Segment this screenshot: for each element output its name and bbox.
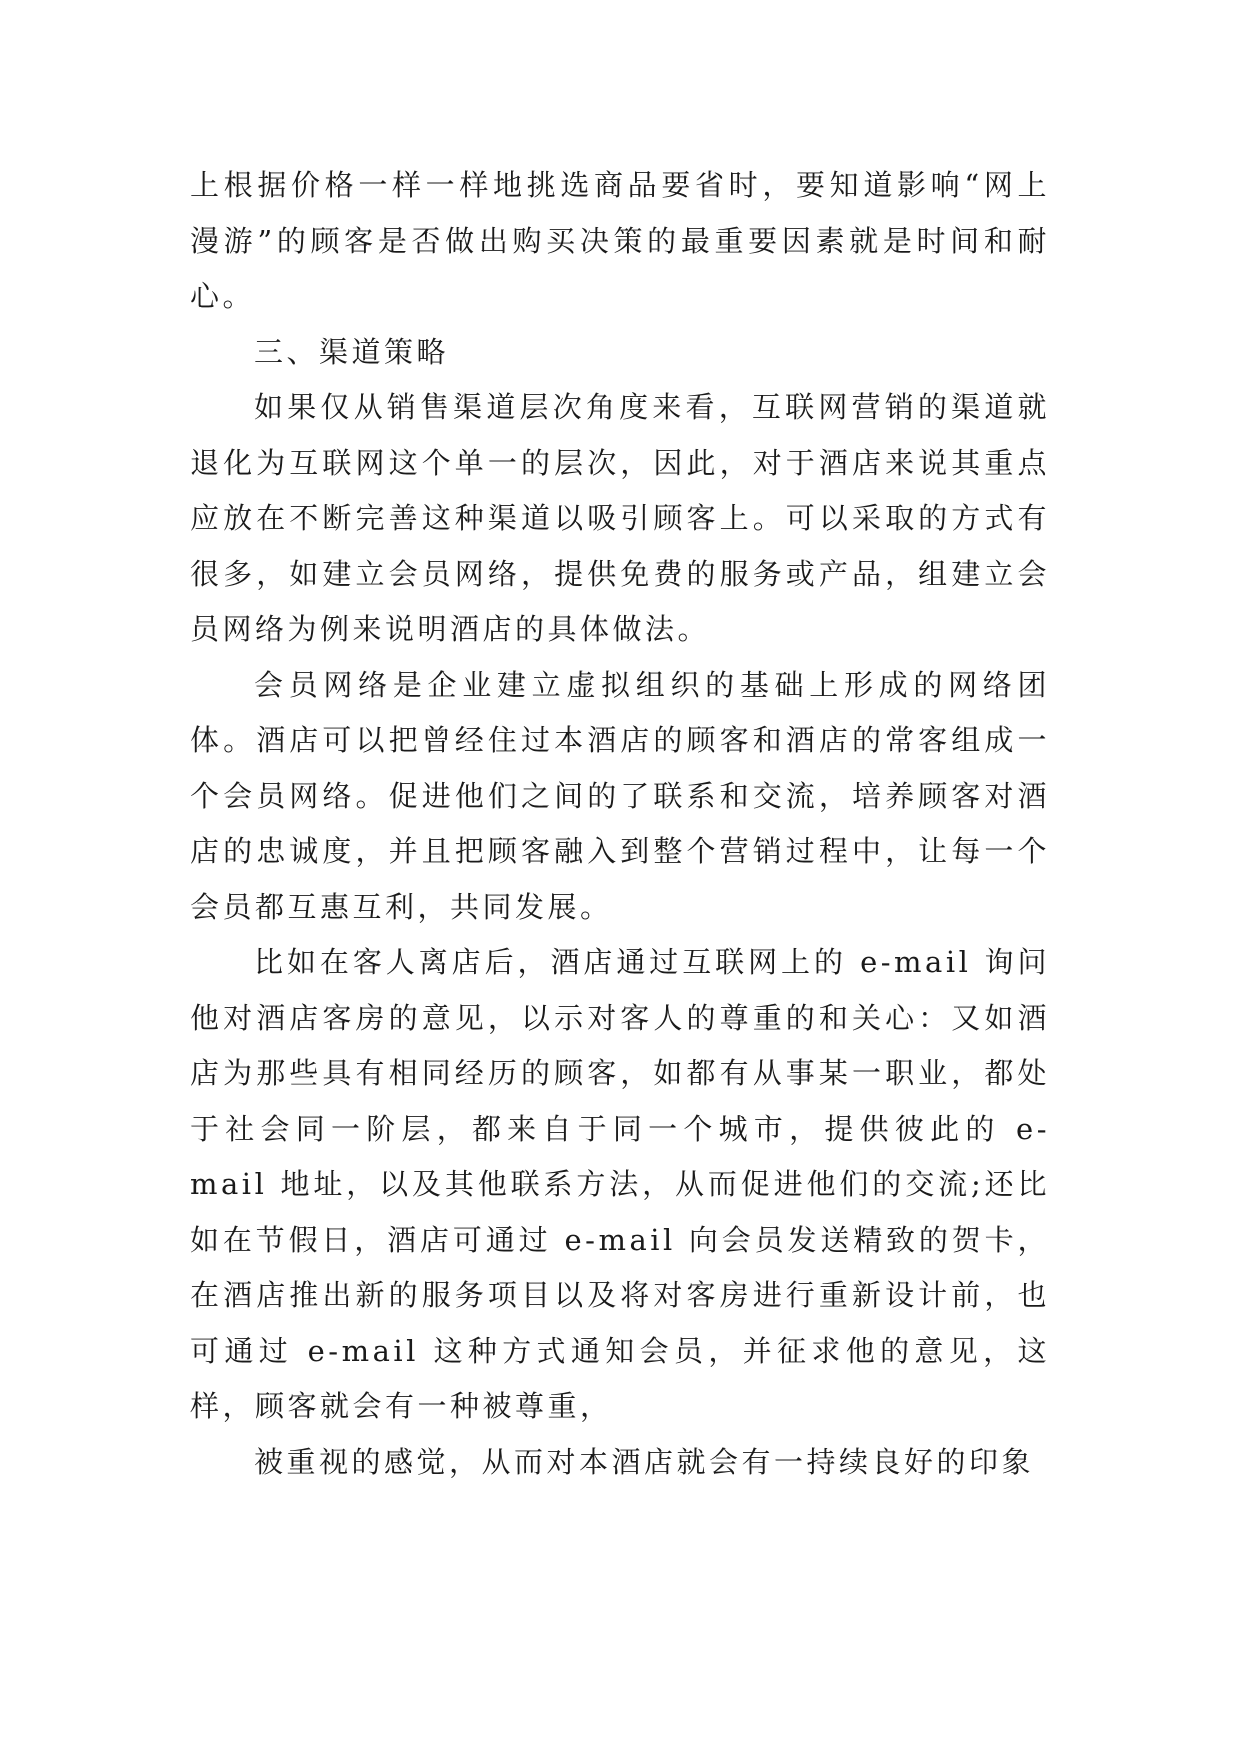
paragraph-1: 上根据价格一样一样地挑选商品要省时，要知道影响“网上漫游”的顾客是否做出购买决策的最重要因素就是时间和耐心。	[190, 168, 1050, 313]
paragraph-3: 会员网络是企业建立虚拟组织的基础上形成的网络团体。酒店可以把曾经住过本酒店的顾客和酒店的常客组成一个会员网络。促进他们之间的了联系和交流，培养顾客对酒店的忠诚度，并且把顾客融入到整个营销过程中，让每一个会员都互惠互利，共同发展。	[190, 667, 1050, 924]
document-body	[190, 158, 1050, 1490]
paragraph-2: 如果仅从销售渠道层次角度来看，互联网营销的渠道就退化为互联网这个单一的层次，因此，对于酒店来说其重点应放在不断完善这种渠道以吸引顾客上。可以采取的方式有很多，如建立会员网络，提供免费的服务或产品，组建立会员网络为例来说明酒店的具体做法。	[190, 390, 1050, 646]
section-heading: 三、渠道策略	[254, 334, 450, 369]
paragraph-4: 比如在客人离店后，酒店通过互联网上的 e-mail 询问他对酒店客房的意见，以示对客人的尊重的和关心：又如酒店为那些具有相同经历的顾客，如都有从事某一职业，都处于社会同一阶层，都来自于同一个城市，提供彼此的 e-mail 地址，以及其他联系方法，从而促进他们的交流;还比如在节假日，酒店可通过 e-mail 向会员发送精致的贺卡，在酒店推出新的服务项目以及将对客房进行重新设计前，也可通过 e-mail 这种方式通知会员，并征求他的意见，这样，顾客就会有一种被尊重，	[190, 945, 1050, 1423]
paragraph-5: 被重视的感觉，从而对本酒店就会有一持续良好的印象	[254, 1444, 1035, 1479]
